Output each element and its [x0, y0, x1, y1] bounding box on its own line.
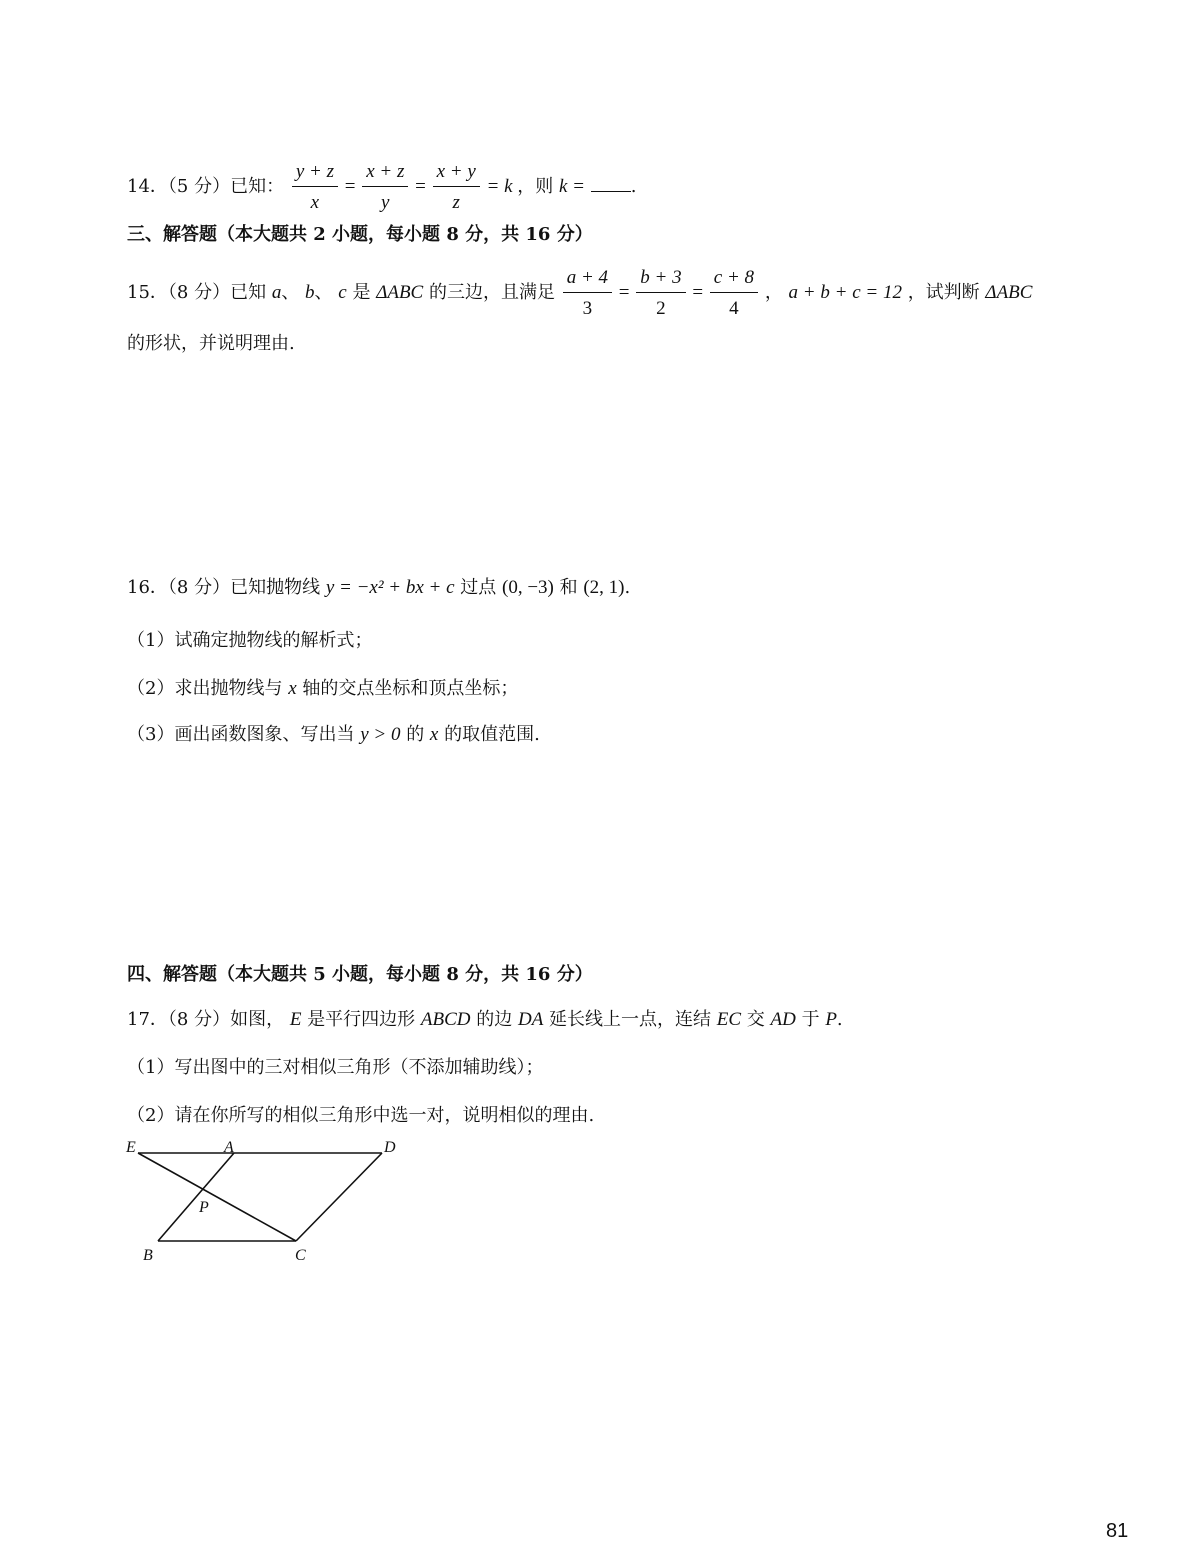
label-B: B [143, 1247, 153, 1264]
line-BA [158, 1153, 234, 1241]
label-D: D [384, 1139, 396, 1156]
label-E: E [126, 1139, 136, 1156]
q14-fraction-3: $\frac{x + y}{z}$ [433, 160, 480, 215]
q15: 15．（8 分）已知 a、 b、 c 是 ΔABC 的三边，且满足 $\frac{a + 4}{3}$ = $\frac{b + 3}{2}$ = $\frac{c + 8}{4}$ ， a + b + c = 12 ，试判断 ΔABC [127, 267, 1033, 319]
q15-fraction-1: $\frac{a + 4}{3}$ [563, 266, 612, 321]
q15-line-2: 的形状，并说明理由. [127, 333, 295, 354]
q16-sub-2: （2）求出抛物线与 x 轴的交点坐标和顶点坐标； [127, 678, 519, 699]
label-A: A [224, 1139, 234, 1156]
answer-blank [591, 175, 631, 192]
q17-sub-2: （2）请在你所写的相似三角形中选一对，说明相似的理由. [127, 1105, 595, 1126]
q15-fraction-3: $\frac{c + 8}{4}$ [710, 266, 758, 321]
q16-sub-1: （1）试确定抛物线的解析式； [127, 630, 373, 651]
q17-sub-1: （1）写出图中的三对相似三角形（不添加辅助线）； [127, 1057, 544, 1078]
q17: 17．（8 分）如图， E 是平行四边形 ABCD 的边 DA 延长线上一点，连结 EC 交 AD 于 P. [127, 1009, 843, 1030]
q15-fraction-2: $\frac{b + 3}{2}$ [636, 266, 685, 321]
label-C: C [295, 1247, 306, 1264]
line-EC [138, 1153, 296, 1241]
line-CD [296, 1153, 382, 1241]
section-4-heading: 四、解答题（本大题共 5 小题，每小题 8 分，共 16 分） [127, 964, 593, 985]
q16: 16．（8 分）已知抛物线 y = −x² + bx + c 过点 (0, −3) 和 (2, 1). [127, 577, 631, 598]
q14-fraction-2: $\frac{x + z}{y}$ [362, 160, 408, 215]
q14-fraction-1: $\frac{y + z}{x}$ [292, 160, 338, 215]
section-3-heading: 三、解答题（本大题共 2 小题，每小题 8 分，共 16 分） [127, 224, 593, 245]
page-number: 81 [1106, 1520, 1129, 1542]
q14-label: 14．（5 分）已知： [127, 175, 285, 197]
parallelogram-figure [120, 1130, 410, 1270]
label-P: P [199, 1199, 209, 1216]
q14: 14．（5 分）已知： $\frac{y + z}{x}$ = $\frac{x + z}{y}$ = $\frac{x + y}{z}$ = k ，则 k = . [127, 161, 637, 213]
q16-sub-3: （3）画出函数图象、写出当 y > 0 的 x 的取值范围. [127, 724, 540, 745]
